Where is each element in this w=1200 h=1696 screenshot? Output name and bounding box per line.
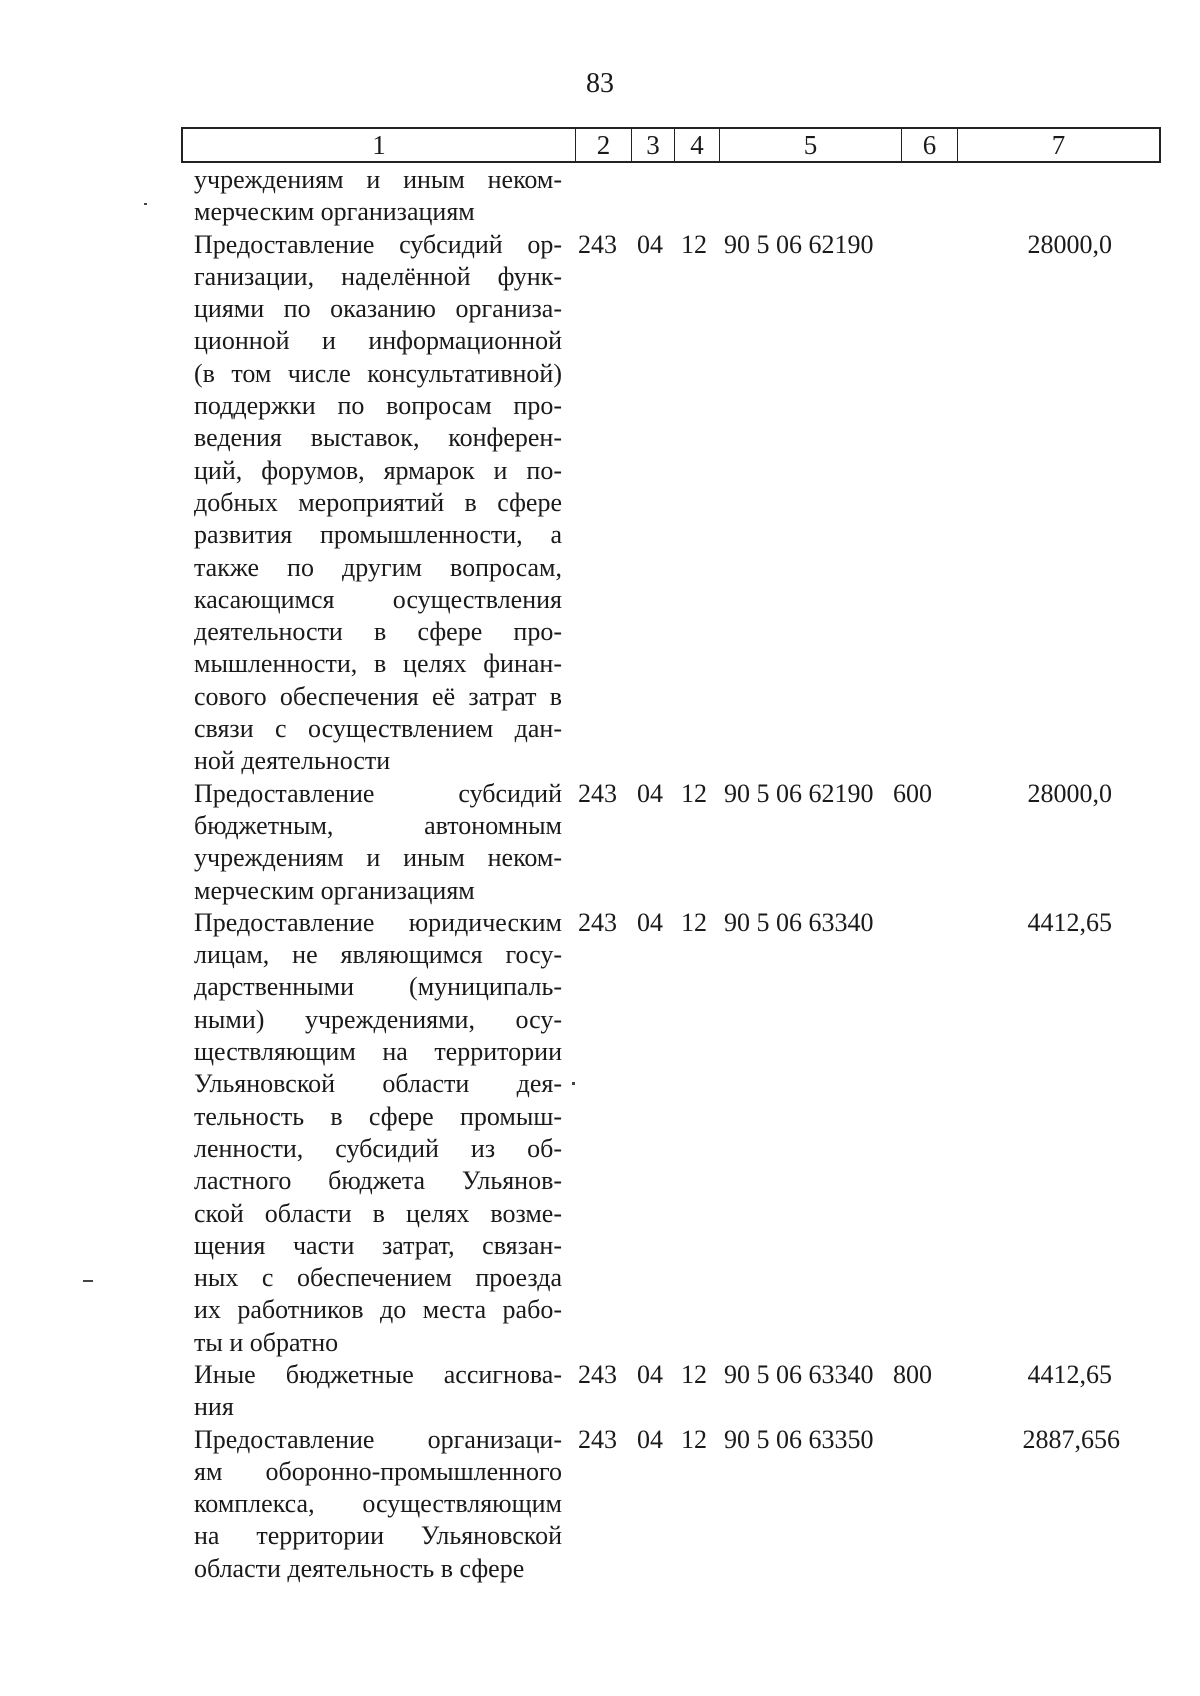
row-description xyxy=(194,164,562,229)
description-line: ния xyxy=(194,1392,234,1422)
description-line: Иные бюджетные ассигнова- xyxy=(194,1359,562,1389)
header-col-6: 6 xyxy=(902,129,958,161)
description-line: сового обеспечения её затрат в xyxy=(194,681,562,711)
row-description xyxy=(194,1424,562,1585)
description-line: также по другим вопросам, xyxy=(194,552,562,582)
description-line: Предоставление организаци- xyxy=(194,1424,562,1454)
description-line: (в том числе консультативной) xyxy=(194,358,562,388)
description-line: области деятельность в сфере xyxy=(194,1553,525,1583)
description-line: ведения выставок, конферен- xyxy=(194,423,562,453)
table-row xyxy=(194,1359,1194,1424)
table-row xyxy=(194,907,1194,1359)
description-line: тельность в сфере промыш- xyxy=(194,1101,562,1131)
header-col-1: 1 xyxy=(183,129,576,161)
code-c3: 04 xyxy=(637,1359,663,1389)
description-line: мерческим организациям xyxy=(194,197,475,227)
description-line: Предоставление субсидий xyxy=(194,778,562,808)
description-line: Ульяновской области дея- xyxy=(194,1069,562,1099)
description-line: ластного бюджета Ульянов- xyxy=(194,1166,562,1196)
code-c5: 90 5 06 63350 xyxy=(724,1424,874,1454)
description-line: ты и обратно xyxy=(194,1327,339,1357)
description-line: на территории Ульяновской xyxy=(194,1521,562,1551)
description-line: Предоставление субсидий ор- xyxy=(194,229,562,259)
code-c5: 90 5 06 62190 xyxy=(724,229,874,259)
header-col-4: 4 xyxy=(675,129,720,161)
description-line: деятельности в сфере про- xyxy=(194,617,562,647)
header-col-2: 2 xyxy=(576,129,632,161)
description-line: ционной и информационной xyxy=(194,326,562,356)
code-c4: 12 xyxy=(681,229,707,259)
code-c4: 12 xyxy=(681,778,707,808)
description-line: ций, форумов, ярмарок и по- xyxy=(194,455,562,485)
code-c6: 800 xyxy=(893,1359,932,1389)
row-description xyxy=(194,907,562,1359)
description-line: ям оборонно-промышленного xyxy=(194,1456,562,1486)
row-amount: 4412,65 xyxy=(1027,1359,1112,1389)
code-c6: 600 xyxy=(893,778,932,808)
row-amount: 4412,65 xyxy=(1027,907,1112,937)
code-c4: 12 xyxy=(681,1359,707,1389)
scan-speck xyxy=(83,1280,93,1282)
code-c3: 04 xyxy=(637,229,663,259)
code-c5: 90 5 06 63340 xyxy=(724,907,874,937)
description-line: ных с обеспечением проезда xyxy=(194,1263,562,1293)
description-line: циями по оказанию организа- xyxy=(194,294,562,324)
row-description xyxy=(194,778,562,907)
description-line: ской области в целях возме- xyxy=(194,1198,562,1228)
description-line: учреждениям и иным неком- xyxy=(194,165,562,194)
code-c2: 243 xyxy=(578,778,617,808)
description-line: дарственными (муниципаль- xyxy=(194,972,562,1002)
description-line: связи с осуществлением дан- xyxy=(194,714,562,744)
scan-speck xyxy=(144,203,147,205)
description-line: ленности, субсидий из об- xyxy=(194,1133,562,1163)
code-c4: 12 xyxy=(681,1424,707,1454)
row-amount: 28000,0 xyxy=(1027,778,1112,808)
table-row xyxy=(194,778,1194,907)
code-c4: 12 xyxy=(681,907,707,937)
description-line: бюджетным, автономным xyxy=(194,810,562,840)
header-col-5: 5 xyxy=(720,129,902,161)
description-line: их работников до места рабо- xyxy=(194,1295,562,1325)
code-c2: 243 xyxy=(578,229,617,259)
code-c3: 04 xyxy=(637,778,663,808)
description-line: поддержки по вопросам про- xyxy=(194,391,562,421)
description-line: ными) учреждениями, осу- xyxy=(194,1004,562,1034)
code-c3: 04 xyxy=(637,1424,663,1454)
table-row xyxy=(194,164,1194,229)
description-line: комплекса, осуществляющим xyxy=(194,1489,562,1519)
table-header xyxy=(181,127,1161,163)
scan-speck xyxy=(572,1082,575,1085)
header-col-3: 3 xyxy=(632,129,675,161)
row-description xyxy=(194,1359,562,1424)
description-line: мышленности, в целях финан- xyxy=(194,649,562,679)
page-number: 83 xyxy=(586,68,614,99)
description-line: Предоставление юридическим xyxy=(194,907,562,937)
table-row xyxy=(194,229,1194,778)
description-line: ной деятельности xyxy=(194,746,391,776)
description-line: щения части затрат, связан- xyxy=(194,1230,562,1260)
row-amount: 28000,0 xyxy=(1027,229,1112,259)
row-amount: 2887,656 xyxy=(1022,1424,1120,1454)
table-body xyxy=(194,164,1194,1585)
header-col-7: 7 xyxy=(1051,130,1066,160)
code-c2: 243 xyxy=(578,1359,617,1389)
description-line: касающимся осуществления xyxy=(194,584,562,614)
code-c5: 90 5 06 62190 xyxy=(724,778,874,808)
description-line: развития промышленности, а xyxy=(194,520,562,550)
description-line: ществляющим на территории xyxy=(194,1037,562,1067)
description-line: мерческим организациям xyxy=(194,875,475,905)
description-line: ганизации, наделённой функ- xyxy=(194,261,562,291)
code-c5: 90 5 06 63340 xyxy=(724,1359,874,1389)
description-line: лицам, не являющимся госу- xyxy=(194,940,562,970)
row-description xyxy=(194,229,562,778)
table-row xyxy=(194,1424,1194,1585)
description-line: учреждениям и иным неком- xyxy=(194,843,562,873)
code-c2: 243 xyxy=(578,907,617,937)
code-c2: 243 xyxy=(578,1424,617,1454)
code-c3: 04 xyxy=(637,907,663,937)
description-line: добных мероприятий в сфере xyxy=(194,487,562,517)
